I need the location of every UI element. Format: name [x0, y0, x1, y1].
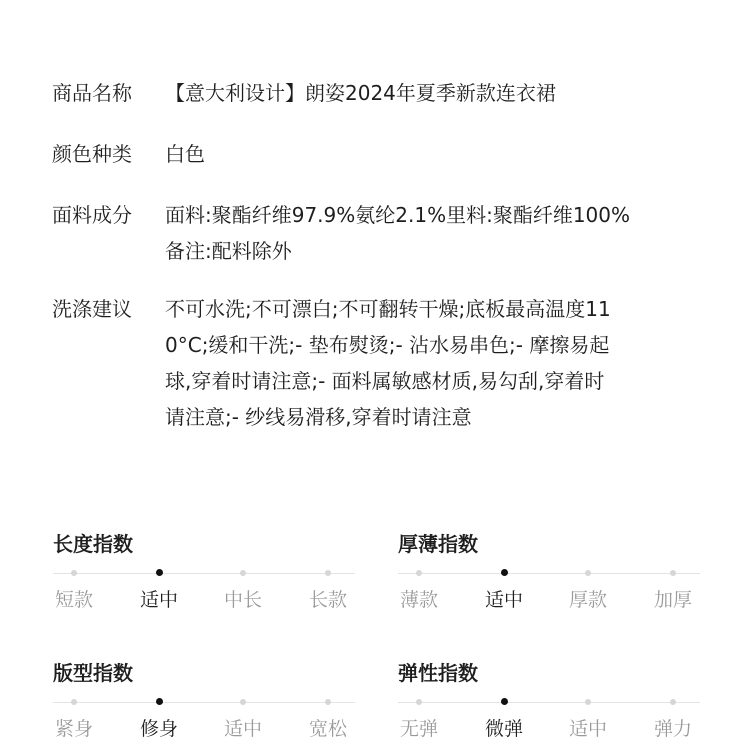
info-value-line: 球,穿着时请注意;- 面料属敏感材质,易勾刮,穿着时	[165, 369, 605, 393]
scale-dot	[416, 699, 422, 705]
info-row-care	[52, 291, 700, 435]
info-value-line: 不可水洗;不可漂白;不可翻转干燥;底板最高温度11	[165, 297, 611, 321]
scale-dot	[501, 569, 508, 576]
scale-dot	[71, 699, 77, 705]
scale-dot	[240, 699, 246, 705]
info-value	[165, 197, 700, 269]
info-value	[165, 136, 700, 172]
info-value-line: 面料:聚酯纤维97.9%氨纶2.1%里料:聚酯纤维100%	[165, 203, 630, 227]
info-value-line: 0°C;缓和干洗;- 垫布熨烫;- 沾水易串色;- 摩擦易起	[165, 333, 610, 357]
scale-option: 无弹	[399, 718, 438, 740]
scale-title: 长度指数	[53, 532, 133, 556]
scale-dot	[325, 699, 331, 705]
scale-dot	[585, 570, 591, 576]
info-value-line: 【意大利设计】朗姿2024年夏季新款连衣裙	[165, 81, 556, 105]
scale-option: 修身	[139, 718, 178, 740]
scale-dot	[240, 570, 246, 576]
scale-option: 中长	[223, 589, 262, 611]
scale-track	[53, 573, 355, 574]
scale-dot	[156, 569, 163, 576]
scale-dot	[325, 570, 331, 576]
scale-option: 加厚	[653, 589, 692, 611]
scale-option: 弹力	[653, 718, 692, 740]
scale-dot	[501, 698, 508, 705]
scale-dot	[670, 699, 676, 705]
info-label: 面料成分	[52, 203, 132, 227]
scale-option: 适中	[223, 718, 262, 740]
scale-dot	[156, 698, 163, 705]
scale-option: 长款	[308, 589, 347, 611]
scale-option: 薄款	[399, 589, 438, 611]
info-value	[165, 291, 700, 435]
scale-track	[53, 702, 355, 703]
scale-option: 宽松	[308, 718, 347, 740]
info-label: 洗涤建议	[52, 297, 132, 321]
scale-dot	[71, 570, 77, 576]
info-label: 商品名称	[52, 81, 132, 105]
scale-option: 微弹	[484, 718, 523, 740]
scale-dot	[416, 570, 422, 576]
scale-dot	[670, 570, 676, 576]
info-value-line: 备注:配料除外	[165, 239, 292, 263]
info-value-line: 请注意;- 纱线易滑移,穿着时请注意	[165, 405, 472, 429]
scale-track	[398, 573, 700, 574]
scale-option: 适中	[139, 589, 178, 611]
info-row-product-name	[52, 75, 700, 111]
scale-option: 紧身	[54, 718, 93, 740]
info-row-color	[52, 136, 700, 172]
info-label: 颜色种类	[52, 142, 132, 166]
info-row-fabric	[52, 197, 700, 269]
scale-option: 厚款	[568, 589, 607, 611]
scale-title: 厚薄指数	[398, 532, 478, 556]
scale-option: 适中	[568, 718, 607, 740]
info-value	[165, 75, 700, 111]
scale-title: 版型指数	[53, 661, 133, 685]
scale-title: 弹性指数	[398, 661, 478, 685]
scale-dot	[585, 699, 591, 705]
scale-track	[398, 702, 700, 703]
info-value-line: 白色	[165, 142, 205, 166]
scale-option: 短款	[54, 589, 93, 611]
scale-option: 适中	[484, 589, 523, 611]
